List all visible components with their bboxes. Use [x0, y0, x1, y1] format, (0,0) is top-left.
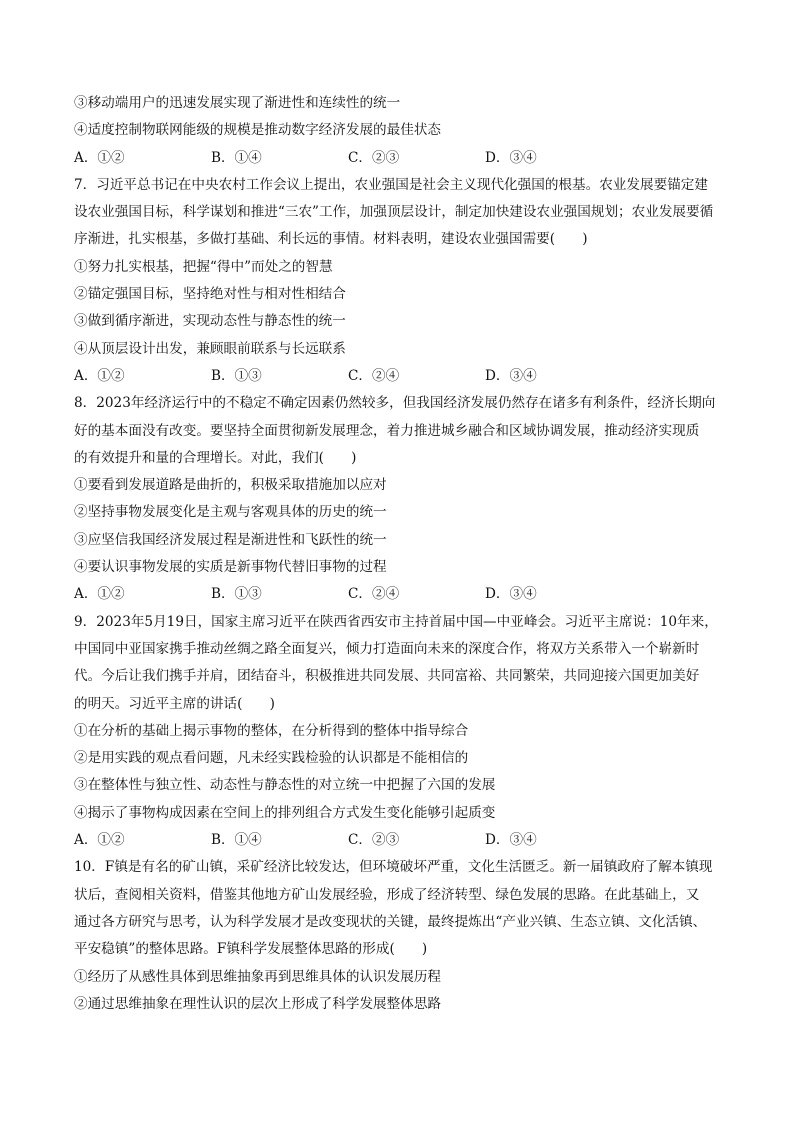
- answer-option: C．②③: [348, 832, 400, 849]
- answer-option: B．①③: [211, 367, 262, 384]
- answer-options: [74, 827, 724, 854]
- answer-option: C．②④: [348, 367, 400, 384]
- question-text-line: 的有效提升和量的合理增长。对此，我们( ): [74, 449, 357, 466]
- choice-item: ②坚持事物发展变化是主观与客观具体的历史的统一: [74, 504, 387, 521]
- question-text-line: 平安稳镇”的整体思路。F镇科学发展整体思路的形成( ): [74, 941, 428, 958]
- choice-item: ②锚定强国目标，坚持绝对性与相对性相结合: [74, 286, 346, 303]
- answer-option: D．③④: [485, 832, 537, 849]
- question-text-line: 代。今后让我们携手并肩，团结奋斗，积极推进共同发展、共同富裕、共同繁荣，共同迎接六国更加美好: [74, 668, 700, 685]
- answer-option: B．①④: [211, 832, 262, 849]
- choice-item: ①经历了从感性具体到思维抽象再到思维具体的认识发展历程: [74, 968, 442, 985]
- choice-item: ③在整体性与独立性、动态性与静态性的对立统一中把握了六国的发展: [74, 777, 496, 794]
- answer-option: A．①②: [74, 367, 125, 384]
- choice-item: ②通过思维抽象在理性认识的层次上形成了科学发展整体思路: [74, 995, 442, 1012]
- choice-item: ④适度控制物联网能级的规模是推动数字经济发展的最佳状态: [74, 122, 442, 139]
- question-text-line: 10．F镇是有名的矿山镇，采矿经济比较发达，但环境破坏严重，文化生活匮乏。新一届镇政府了解本镇现: [74, 859, 713, 876]
- choice-item: ②是用实践的观点看问题，凡未经实践检验的认识都是不能相信的: [74, 750, 469, 767]
- answer-option: C．②③: [348, 149, 400, 166]
- question-text-line: 7．习近平总书记在中央农村工作会议上提出，农业强国是社会主义现代化强国的根基。农业发展要锚定建: [74, 176, 708, 193]
- choice-item: ①在分析的基础上揭示事物的整体，在分析得到的整体中指导综合: [74, 722, 469, 739]
- answer-options: [74, 581, 724, 608]
- question-text-line: 序渐进，扎实根基，多做打基础、利长远的事情。材料表明，建设农业强国需要( ): [74, 231, 588, 248]
- question-text-line: 的明天。习近平主席的讲话( ): [74, 695, 275, 712]
- answer-option: B．①④: [211, 149, 262, 166]
- document-page: [74, 90, 724, 1018]
- answer-option: A．①②: [74, 586, 125, 603]
- choice-item: ①要看到发展道路是曲折的，积极采取措施加以应对: [74, 477, 387, 494]
- answer-option: D．③④: [485, 586, 537, 603]
- question-text-line: 中国同中亚国家携手推动丝绸之路全面复兴，倾力打造面向未来的深度合作，将双方关系带入一个崭新时: [74, 640, 700, 657]
- question-text-line: 9．2023年5月19日，国家主席习近平在陕西省西安市主持首届中国—中亚峰会。习近平主席说：10年来，: [74, 613, 718, 630]
- answer-option: A．①②: [74, 149, 125, 166]
- answer-option: D．③④: [485, 367, 537, 384]
- question-text-line: 通过各方研究与思考，认为科学发展才是改变现状的关键，最终提炼出“产业兴镇、生态立镇、文化活镇、: [74, 913, 707, 930]
- choice-item: ③移动端用户的迅速发展实现了渐进性和连续性的统一: [74, 95, 401, 111]
- question-text-line: 设农业强国目标，科学谋划和推进“三农”工作，加强顶层设计，制定加快建设农业强国规划；农业发展要循: [74, 204, 714, 221]
- answer-option: A．①②: [74, 832, 125, 849]
- choice-item: ④揭示了事物构成因素在空间上的排列组合方式发生变化能够引起质变: [74, 804, 496, 821]
- choice-item: ③做到循序渐进，实现动态性与静态性的统一: [74, 313, 346, 330]
- choice-item: ③应坚信我国经济发展过程是渐进性和飞跃性的统一: [74, 531, 387, 548]
- answer-option: D．③④: [485, 149, 537, 166]
- answer-options: [74, 145, 724, 172]
- choice-item: ④从顶层设计出发，兼顾眼前联系与长远联系: [74, 340, 346, 357]
- answer-option: B．①③: [211, 586, 262, 603]
- question-text-line: 8．2023年经济运行中的不稳定不确定因素仍然较多，但我国经济发展仍然存在诸多有利条件，经济长期向: [74, 395, 716, 412]
- answer-options: [74, 363, 724, 390]
- answer-option: C．②④: [348, 586, 400, 603]
- choice-item: ①努力扎实根基，把握“得中”而处之的智慧: [74, 258, 333, 275]
- question-text-line: 好的基本面没有改变。要坚持全面贯彻新发展理念，着力推进城乡融合和区域协调发展，推动经济实现质: [74, 422, 700, 439]
- choice-item: ④要认识事物发展的实质是新事物代替旧事物的过程: [74, 559, 387, 576]
- question-text-line: 状后，查阅相关资料，借鉴其他地方矿山发展经验，形成了经济转型、绿色发展的思路。在此基础上，又: [74, 886, 700, 903]
